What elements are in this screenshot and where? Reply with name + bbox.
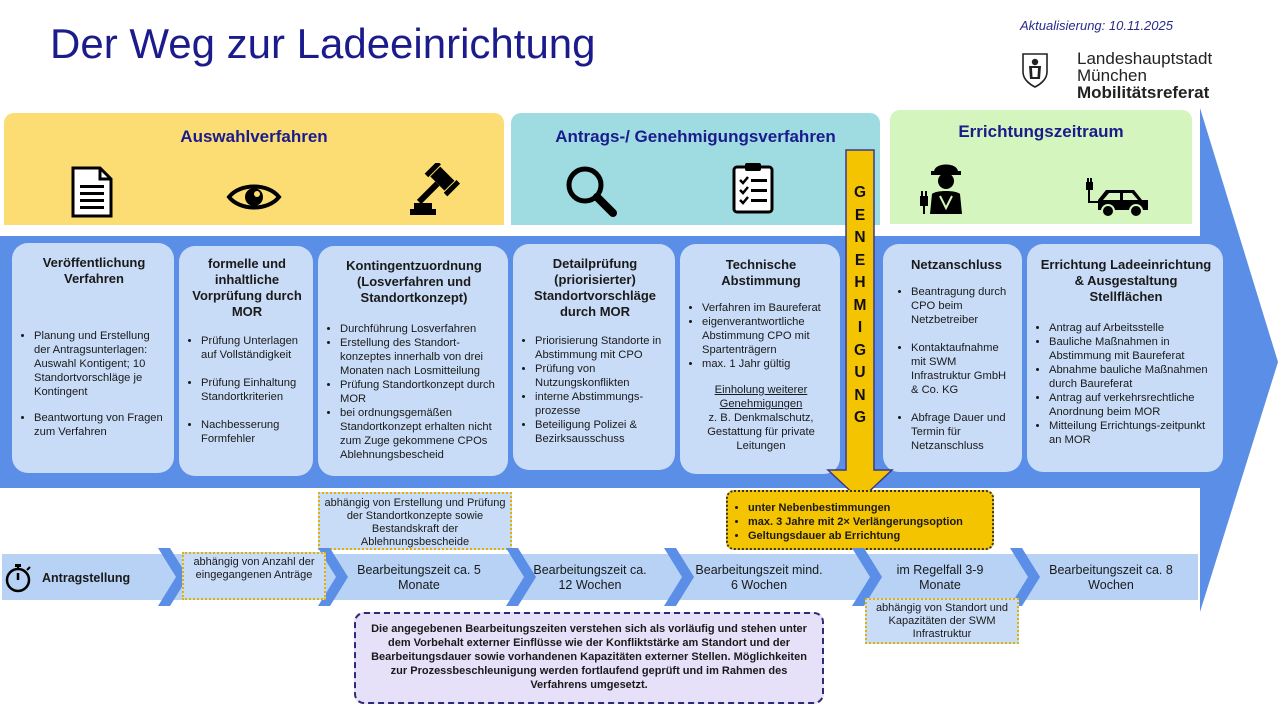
genehmigung-letter: E xyxy=(854,206,866,224)
card-item: • Abfrage Dauer und Termin für Netzanschluss xyxy=(911,411,1016,453)
genehmigung-letter: N xyxy=(854,386,866,404)
card-item: • Abnahme bauliche Maßnahmen durch Baureferat xyxy=(1049,363,1215,391)
logo-line-2: München xyxy=(1077,66,1147,85)
chevron-icon xyxy=(664,548,694,606)
card-item: • Beantwortung von Fragen zum Verfahren xyxy=(34,411,166,439)
genehmigung-letter: M xyxy=(853,296,867,314)
note-standort-swm: abhängig von Standort und Kapazitäten der SWM Infrastruktur xyxy=(865,598,1019,644)
card-item: • Kontaktaufnahme mit SWM Infrastruktur GmbH & Co. KG xyxy=(911,341,1016,397)
gavel-icon xyxy=(406,163,464,219)
stopwatch-icon xyxy=(4,562,32,594)
card-item: • Verfahren im Baureferat xyxy=(702,301,832,315)
card-item: • Bauliche Maßnahmen in Abstimmung mit Baureferat xyxy=(1049,335,1215,363)
card-item: • Beteiligung Polizei & Bezirksausschuss xyxy=(535,418,667,446)
card-item: • Erstellung des Standort-konzeptes innerhalb von drei Monaten nach Losmitteilung xyxy=(340,336,500,378)
logo-line-1: Landeshauptstadt xyxy=(1077,49,1213,68)
update-date: Aktualisierung: 10.11.2025 xyxy=(1020,18,1173,33)
card-title: Veröffentlichung Verfahren xyxy=(42,255,146,286)
card-item: • eigenverantwortliche Abstimmung CPO mit Spartenträgern xyxy=(702,315,832,357)
timeline-step: Bearbeitungszeit ca. 5 Monate xyxy=(357,563,481,592)
card-extra-heading: Einholung weiterer Genehmigungen xyxy=(714,384,808,410)
card-veroeffentlichung xyxy=(12,243,174,473)
note-anzahl: abhängig von Anzahl der eingegangenen Anträge xyxy=(182,552,326,600)
timeline-start: Antragstellung xyxy=(42,571,131,585)
genehmigung-letter: E xyxy=(854,251,866,269)
card-item: • Antrag auf verkehrsrechtliche Anordnung beim MOR xyxy=(1049,391,1215,419)
card-kontingentzuordnung xyxy=(318,246,508,476)
magnifier-icon xyxy=(563,163,619,219)
card-item: • Antrag auf Arbeitsstelle xyxy=(1049,321,1215,335)
disclaimer-box: Die angegebenen Bearbeitungszeiten verstehen sich als vorläufig und stehen unter dem Vorbehalt externer Einflüsse wie der Konfliktstärke am Standort und der Bearbeitungsdauer sowie vorhandenen Kapazitäten externer Stellen. Möglichkeiten zur Prozessbeschleunigung werden fortlaufend geprüft und im Rahmen des Verfahrens umgesetzt. xyxy=(354,612,824,704)
card-item: • Mitteilung Errichtungs-zeitpunkt an MOR xyxy=(1049,419,1215,447)
timeline-step: im Regelfall 3-9 Monate xyxy=(896,563,984,592)
genehmigung-letter: G xyxy=(853,341,867,359)
page-title: Der Weg zur Ladeeinrichtung xyxy=(50,20,596,67)
card-item: • Planung und Erstellung der Antragsunterlagen: Auswahl Kontigent; 10 Standortvorschläge je Kontingent xyxy=(34,329,166,399)
document-icon xyxy=(70,165,114,219)
note-item: • max. 3 Jahre mit 2× Verlängerungsoption xyxy=(748,515,984,529)
card-item: • bei ordnungsgemäßen Standortkonzept erhalten nicht zum Zuge gekommene CPOs Ablehnungsbescheid xyxy=(340,406,500,462)
genehmigung-letter: U xyxy=(854,364,866,381)
phase-antrag xyxy=(511,113,880,225)
card-item: • Priorisierung Standorte in Abstimmung mit CPO xyxy=(535,334,667,362)
card-item: • Prüfung von Nutzungskonflikten xyxy=(535,362,667,390)
card-title: Technische Abstimmung xyxy=(721,257,801,288)
phase-auswahl xyxy=(4,113,504,225)
ev-charging-car-icon xyxy=(1084,178,1152,222)
genehmigung-letter: H xyxy=(854,274,866,291)
genehmigung-letter: N xyxy=(854,229,866,246)
card-vorpruefung xyxy=(179,246,313,476)
note-standortkonzept: abhängig von Erstellung und Prüfung der Standortkonzepte sowie Bestandskraft der Ablehnungsbescheide xyxy=(318,492,512,550)
card-item: • Nachbesserung Formfehler xyxy=(201,418,305,446)
card-item: • max. 1 Jahr gültig xyxy=(702,357,832,371)
card-title: Detailprüfung (priorisierter) Standortvorschläge durch MOR xyxy=(533,256,657,319)
genehmigung-letter: G xyxy=(853,184,867,201)
card-title: Errichtung Ladeeinrichtung & Ausgestaltung Stellflächen xyxy=(1040,257,1212,304)
timeline-step: Bearbeitungszeit mind. 6 Wochen xyxy=(695,563,823,592)
timeline-step: Bearbeitungszeit ca. 8 Wochen xyxy=(1049,563,1173,592)
card-detailpruefung xyxy=(513,244,675,470)
card-item: • Prüfung Einhaltung Standortkriterien xyxy=(201,376,305,404)
card-technische-abstimmung xyxy=(680,244,840,474)
card-item: • Durchführung Losverfahren xyxy=(340,322,500,336)
note-item: • unter Nebenbestimmungen xyxy=(748,501,984,515)
card-extra-text: z. B. Denkmalschutz, Gestattung für private Leitungen xyxy=(707,412,815,452)
phase-antrag-title: Antrags-/ Genehmigungsverfahren xyxy=(555,127,836,146)
card-item: • Beantragung durch CPO beim Netzbetreiber xyxy=(911,285,1016,327)
card-title: Netzanschluss xyxy=(910,257,1003,272)
note-nebenbestimmungen xyxy=(726,490,994,550)
card-item: • Prüfung Unterlagen auf Vollständigkeit xyxy=(201,334,305,362)
electrician-icon xyxy=(916,156,976,216)
phase-auswahl-title: Auswahlverfahren xyxy=(180,127,328,146)
card-netzanschluss xyxy=(883,244,1022,472)
phase-errichtung xyxy=(890,110,1192,224)
timeline-step: Bearbeitungszeit ca. 12 Wochen xyxy=(533,563,647,592)
eye-icon xyxy=(226,179,282,215)
genehmigung-label xyxy=(846,182,874,430)
card-item: • interne Abstimmungs-prozesse xyxy=(535,390,667,418)
logo-line-3: Mobilitätsreferat xyxy=(1077,83,1210,102)
note-item: • Geltungsdauer ab Errichtung xyxy=(748,529,984,543)
card-item: • Prüfung Standortkonzept durch MOR xyxy=(340,378,500,406)
card-title: formelle und inhaltliche Vorprüfung durch MOR xyxy=(192,256,302,319)
card-errichtung xyxy=(1027,244,1223,472)
phase-errichtung-title: Errichtungszeitraum xyxy=(958,122,1124,141)
genehmigung-letter: G xyxy=(853,409,867,426)
card-title: Kontingentzuordnung (Losverfahren und Standortkonzept) xyxy=(346,258,482,305)
checklist-icon xyxy=(731,161,775,215)
genehmigung-letter: I xyxy=(857,319,863,336)
